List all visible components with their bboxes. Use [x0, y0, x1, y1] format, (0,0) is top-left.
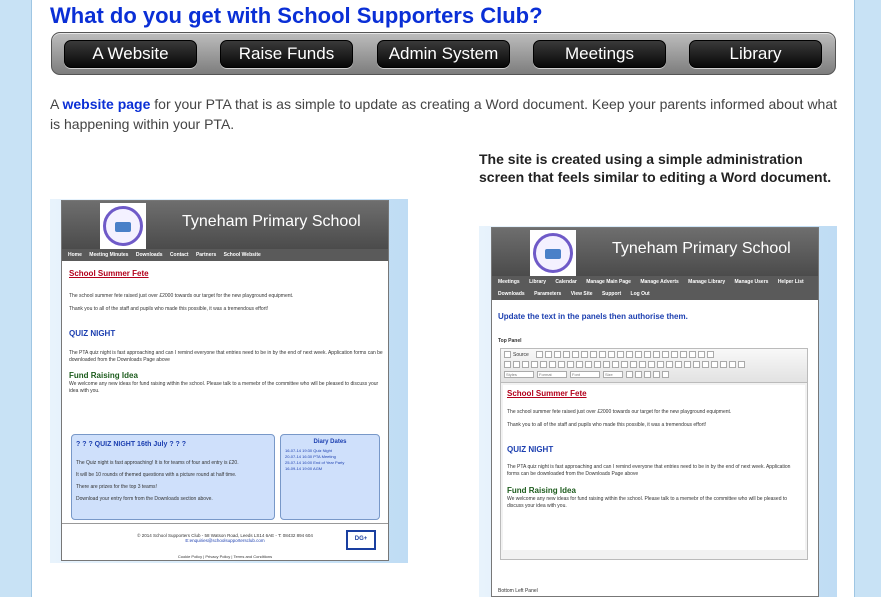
admin-menu-item: Log Out	[630, 291, 650, 297]
admin-menu-item: Support	[601, 291, 622, 297]
preview-menu-item: Contact	[169, 252, 189, 258]
replace-icon	[608, 351, 615, 358]
nav-button-raise-funds[interactable]: Raise Funds	[220, 40, 353, 68]
redo-icon	[590, 351, 597, 358]
preview-footer-email: E:enquiries@schoolsupportersclub.com	[185, 538, 265, 543]
preview-menu-item: Home	[68, 252, 82, 258]
preview-diary-item: 25-07-14 16:00 End of Year Party	[285, 460, 345, 465]
admin-menu-item: Manage Users	[734, 279, 769, 285]
preview-footer-address: © 2014 School Supporters Club - 58 Watson Road, Leeds LS14 6AE - T: 08432 894 604	[137, 533, 313, 538]
preview-footer-links: Cookie Policy | Privacy Policy | Terms and Conditions	[177, 554, 273, 559]
preview-diary-item: 16-09-14 19:00 AGM	[285, 466, 323, 471]
preview-diary-box	[280, 434, 380, 520]
preview-site-frame	[61, 200, 389, 561]
form-icon	[635, 351, 642, 358]
preview-fund-heading: Fund Raising Idea	[69, 371, 138, 380]
bold-icon	[504, 361, 511, 368]
undo-icon	[581, 351, 588, 358]
paste-text-icon	[563, 351, 570, 358]
select-all-icon	[617, 351, 624, 358]
admin-header	[492, 228, 818, 276]
outdent-icon	[585, 361, 592, 368]
preview-school-name: Tyneham Primary School	[182, 213, 361, 230]
admin-menu-item: Manage Main Page	[586, 279, 631, 285]
preview-quiz-box-line: Download your entry form from the Downloads section above.	[76, 496, 213, 502]
preview-menu-item: Meeting Minutes	[89, 252, 129, 258]
editor-toolbar	[501, 349, 807, 383]
intro-paragraph	[50, 94, 840, 134]
admin-menu	[492, 276, 818, 300]
preview-quiz-box-heading: ? ? ? QUIZ NIGHT 16th July ? ? ?	[76, 441, 187, 448]
website-page-link[interactable]: website page	[62, 96, 151, 112]
editor-fete-text-2: Thank you to all of the staff and pupils who made this possible, it was a tremendous effort!	[507, 422, 707, 428]
admin-school-name: Tyneham Primary School	[612, 240, 791, 257]
align-right-icon	[639, 361, 646, 368]
select-field-icon	[680, 351, 687, 358]
page-title: What do you get with School Supporters Club?	[50, 3, 543, 28]
editor-fete-heading: School Summer Fete	[507, 389, 587, 398]
indent-icon	[594, 361, 601, 368]
special-char-icon	[729, 361, 736, 368]
bulleted-list-icon	[576, 361, 583, 368]
editor-source-label: Source	[513, 351, 529, 358]
table-icon	[702, 361, 709, 368]
align-center-icon	[630, 361, 637, 368]
admin-site-frame	[491, 227, 819, 597]
radio-icon	[653, 351, 660, 358]
nav-button-meetings[interactable]: Meetings	[533, 40, 666, 68]
preview-quiz-box-line: There are prizes for the top 3 teams!	[76, 484, 157, 490]
smiley-icon	[720, 361, 727, 368]
preview-diary-item: 16-07-14 19:30 Quiz Night	[285, 448, 332, 453]
size-select[interactable]: Size	[603, 371, 623, 378]
preview-fete-text-2: Thank you to all of the staff and pupils who made this possible, it was a tremendous effort!	[69, 306, 269, 312]
paste-word-icon	[572, 351, 579, 358]
preview-menu-item: School Website	[223, 252, 261, 258]
preview-footer	[62, 523, 388, 553]
unlink-icon	[666, 361, 673, 368]
preview-quiz-box	[71, 434, 275, 520]
anchor-icon	[675, 361, 682, 368]
textfield-icon	[662, 351, 669, 358]
school-logo	[100, 203, 146, 249]
preview-diary-heading: Diary Dates	[313, 439, 347, 445]
editor-fund-heading: Fund Raising Idea	[507, 486, 576, 495]
div-icon	[612, 361, 619, 368]
admin-panel-label: Top Panel	[498, 338, 522, 344]
preview-menu-item: Downloads	[135, 252, 163, 258]
flash-icon	[693, 361, 700, 368]
school-logo	[530, 230, 576, 276]
hidden-field-icon	[707, 351, 714, 358]
preview-quiz-box-line: The Quiz night is fast approaching! It is for teams of four and entry is £20.	[76, 460, 239, 466]
format-select[interactable]: Format	[537, 371, 567, 378]
about-icon	[662, 371, 669, 378]
page-break-icon	[738, 361, 745, 368]
subscript-icon	[540, 361, 547, 368]
admin-caption: The site is created using a simple administration screen that feels similar to editing a Word document.	[479, 151, 832, 185]
admin-instruction: Update the text in the panels then authorise them.	[498, 312, 688, 321]
find-icon	[599, 351, 606, 358]
preview-fete-text: The school summer fete raised just over £2000 towards our target for the new playground equipment.	[69, 293, 294, 299]
admin-bottom-panel-label: Bottom Left Panel	[498, 588, 538, 594]
editor-quiz-heading: QUIZ NIGHT	[507, 445, 554, 454]
checkbox-icon	[644, 351, 651, 358]
cut-icon	[536, 351, 543, 358]
remove-format-icon	[558, 361, 565, 368]
preview-diary-item: 20-07-14 16:30 PTA Meeting	[285, 454, 336, 459]
copy-icon	[545, 351, 552, 358]
preview-header	[62, 201, 388, 249]
admin-menu-item: Meetings	[498, 279, 520, 285]
align-left-icon	[621, 361, 628, 368]
preview-quiz-box-line: It will be 10 rounds of themed questions with a picture round at half time.	[76, 472, 237, 478]
rich-text-editor	[500, 348, 808, 560]
intro-prefix: A	[50, 96, 63, 112]
editor-fete-text: The school summer fete raised just over £2000 towards our target for the new playground equipment.	[507, 409, 732, 415]
blockquote-icon	[603, 361, 610, 368]
styles-select[interactable]: Styles	[504, 371, 534, 378]
admin-menu-item: Manage Adverts	[640, 279, 679, 285]
underline-icon	[522, 361, 529, 368]
admin-menu-item: Parameters	[534, 291, 562, 297]
numbered-list-icon	[567, 361, 574, 368]
digital-badge-logo: DG+	[346, 530, 376, 550]
admin-preview-image	[479, 226, 837, 597]
textarea-icon	[671, 351, 678, 358]
italic-icon	[513, 361, 520, 368]
preview-fund-text: We welcome any new ideas for fund raising within the school. Please talk to a memebr of the committee who will be pleased to discuss your idea with you.	[69, 381, 379, 394]
admin-menu-item: Library	[529, 279, 547, 285]
bg-color-icon	[635, 371, 642, 378]
superscript-icon	[549, 361, 556, 368]
image-icon	[684, 361, 691, 368]
content-page	[31, 0, 855, 597]
preview-fete-heading: School Summer Fete	[69, 269, 149, 278]
maximize-icon	[644, 371, 651, 378]
admin-menu-item: Helper List	[777, 279, 804, 285]
admin-menu-item: View Site	[570, 291, 593, 297]
website-preview-image	[50, 199, 408, 563]
editor-body[interactable]	[503, 385, 805, 550]
image-button-icon	[698, 351, 705, 358]
source-icon	[504, 351, 511, 358]
button-field-icon	[689, 351, 696, 358]
strike-icon	[531, 361, 538, 368]
preview-content	[69, 269, 387, 395]
admin-menu-item: Downloads	[498, 291, 525, 297]
paste-icon	[554, 351, 561, 358]
preview-menu	[62, 249, 388, 261]
text-color-icon	[626, 371, 633, 378]
show-blocks-icon	[653, 371, 660, 378]
nav-button-library[interactable]: Library	[689, 40, 822, 68]
preview-quiz-heading: QUIZ NIGHT	[69, 329, 116, 338]
font-select[interactable]: Font	[570, 371, 600, 378]
nav-button-admin-system[interactable]: Admin System	[377, 40, 510, 68]
justify-icon	[648, 361, 655, 368]
intro-suffix: for your PTA that is as simple to update as creating a Word document. Keep your parents informed about what is happening within your PTA.	[50, 96, 838, 132]
editor-fund-text: We welcome any new ideas for fund raising within the school. Please talk to a memebr of the committee who will be pleased to discuss your idea with you.	[507, 496, 788, 509]
hr-icon	[711, 361, 718, 368]
admin-menu-item: Calendar	[555, 279, 577, 285]
feature-nav-bar	[51, 32, 836, 75]
preview-quiz-text: The PTA quiz night is fast approaching and can I remind everyone that entries need to be in by the end of next week. Application forms can be downloaded from the Downloads Page above	[69, 350, 383, 363]
nav-button-a-website[interactable]: A Website	[64, 40, 197, 68]
editor-quiz-text: The PTA quiz night is fast approaching and can I remind everyone that entries need to be in by the end of next week. Application forms can be downloaded from the Downloads Page above	[507, 464, 791, 477]
admin-menu-item: Manage Library	[688, 279, 726, 285]
preview-menu-item: Partners	[195, 252, 217, 258]
link-icon	[657, 361, 664, 368]
spellcheck-icon	[626, 351, 633, 358]
